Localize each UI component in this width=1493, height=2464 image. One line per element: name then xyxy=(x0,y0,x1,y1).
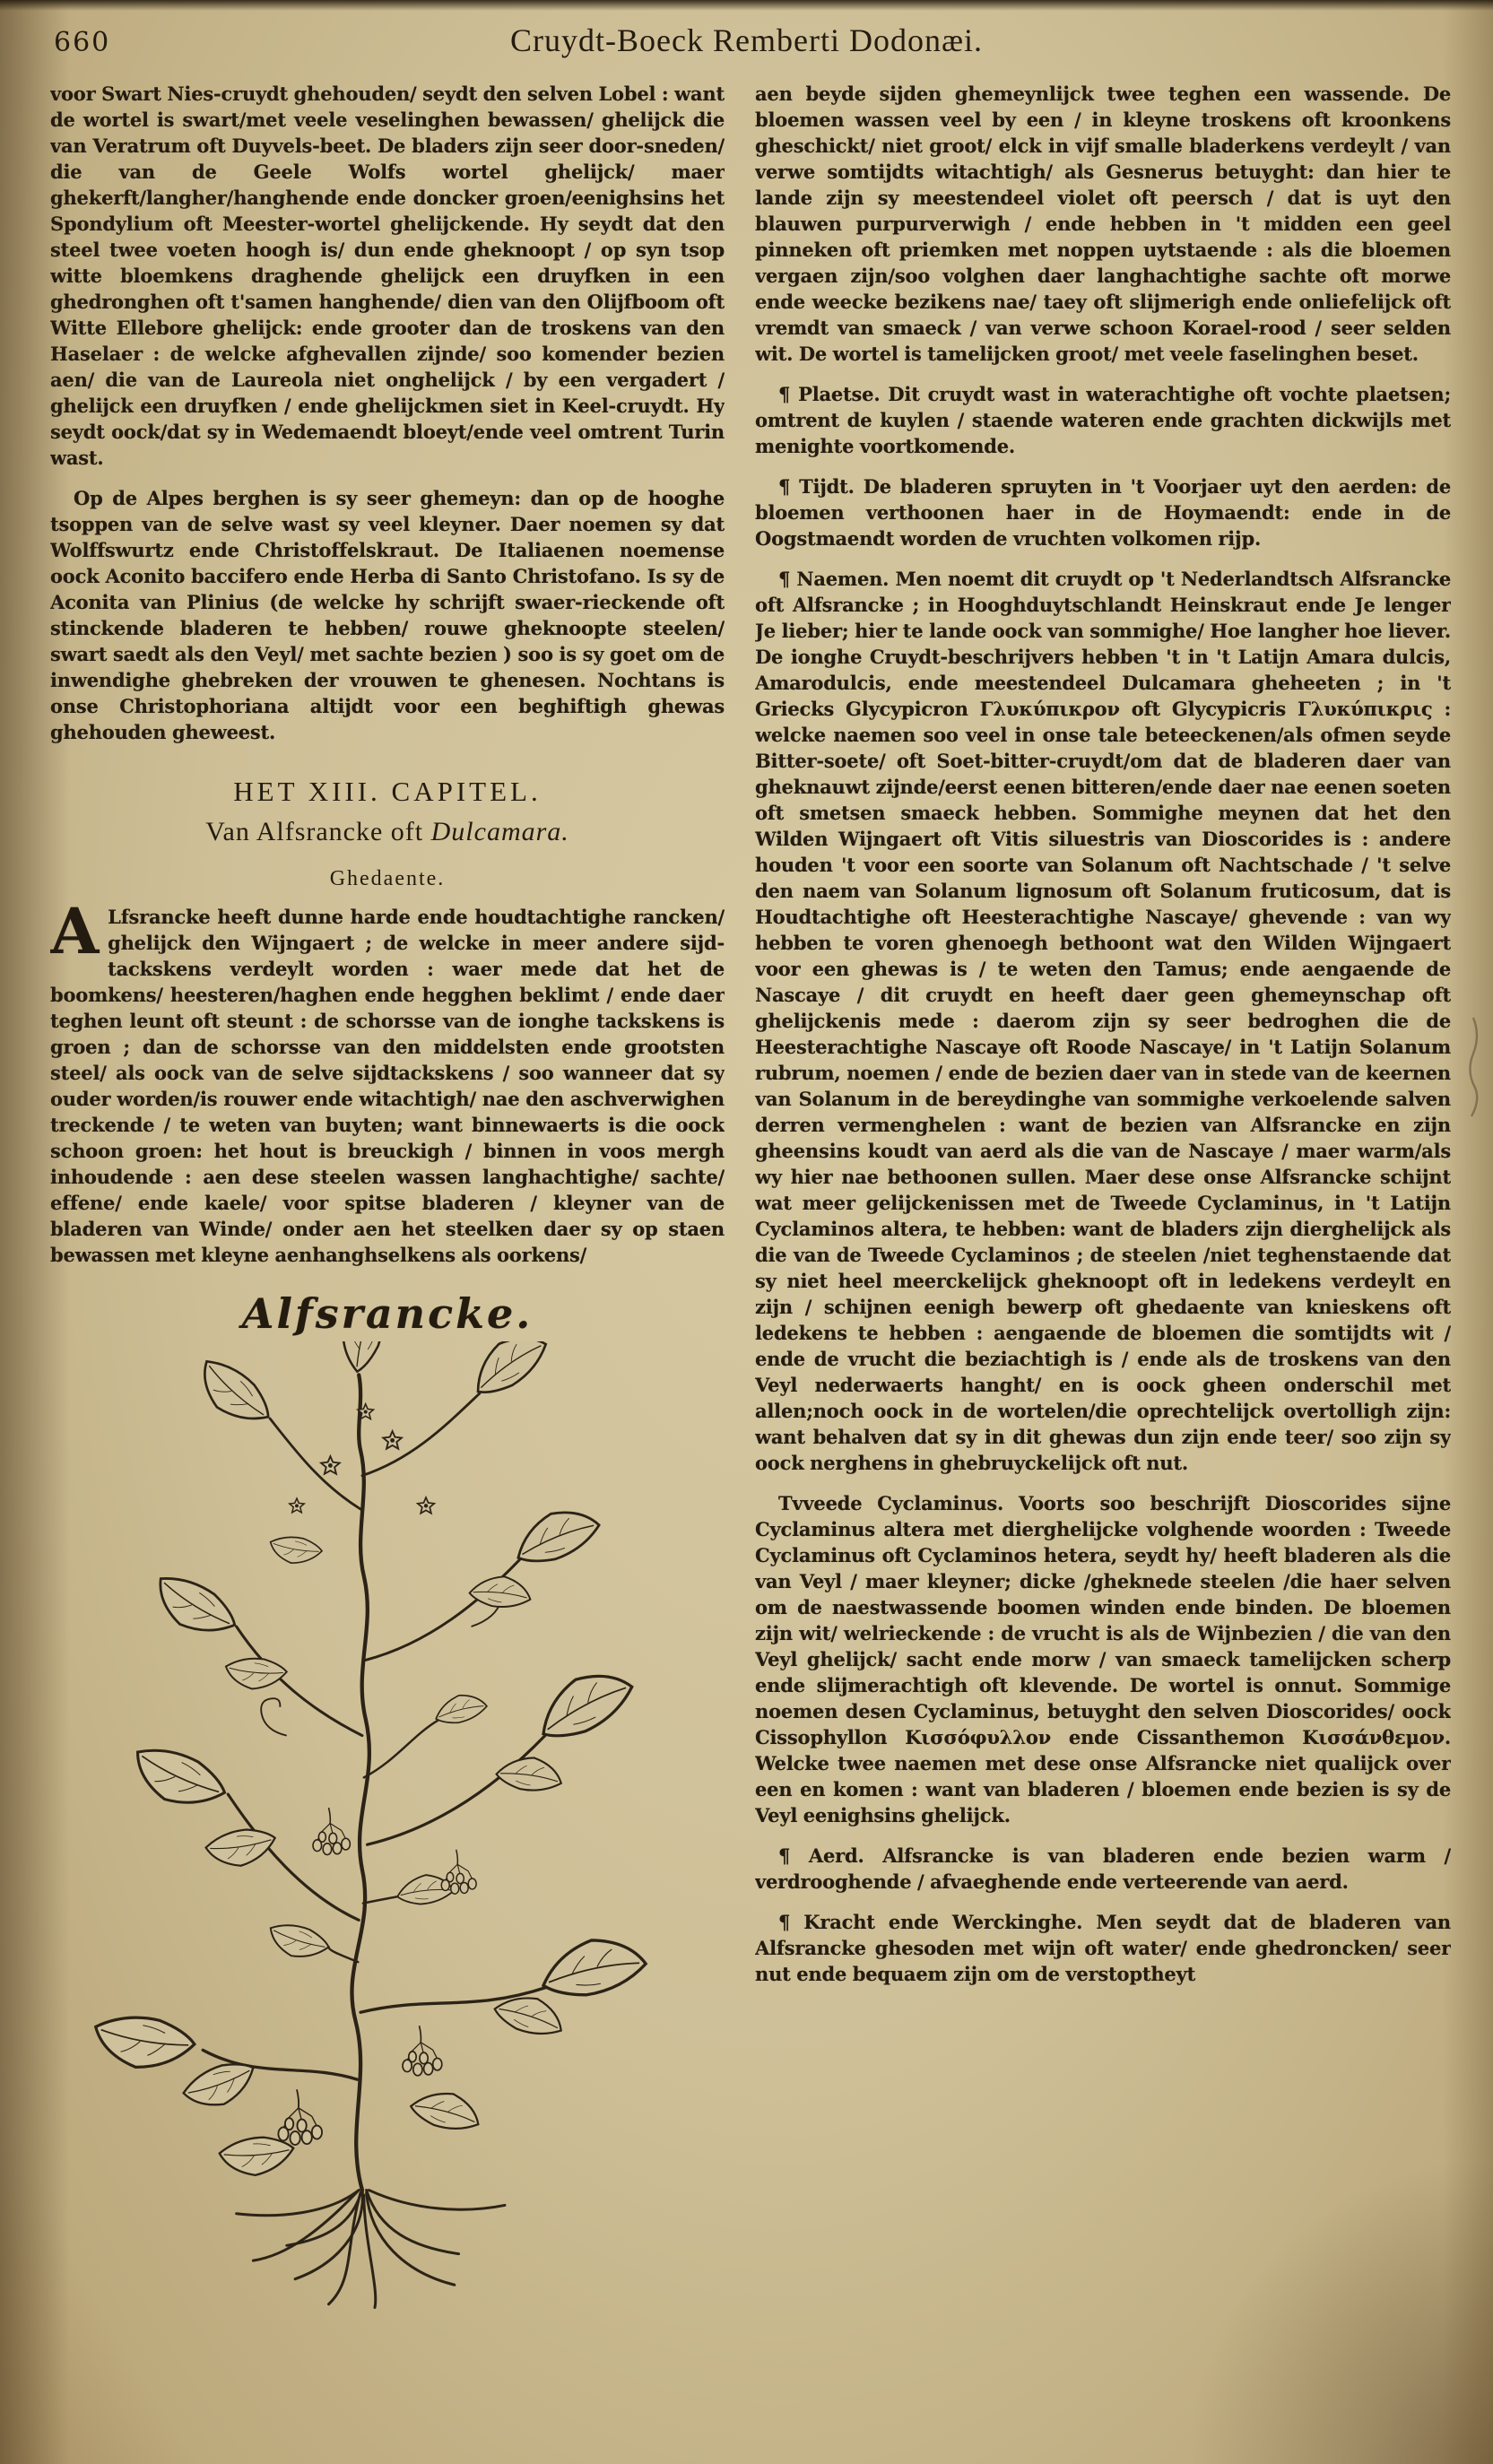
stems xyxy=(203,1375,546,2190)
section-heading: Ghedaente. xyxy=(329,867,446,890)
left-column xyxy=(50,81,725,2439)
ghedaente-text: Lfsrancke heeft dunne harde ende houdtachtighe rancken/ ghelijck den Wijngaert ; de welcke in meer andere sijd-tackskens verdeylt worden : waer mede dat het de boomkens/ heesteren/haghen ende hegghen beklimt / ende daer teghen leunt oft steunt : de schorsse van de ionghe tackskens is groen ; dan de schorsse van den middelsten ende grootsten steel/ als oock van de selve sijdtackskens / soo wanneer dat sy ouder worden/is rouwer ende witachtigh/ nae den aschverwighen treckende / te weten van buyten; want binnewaerts is die oock schoon groen: het hout is breuckigh / binnen in voos mergh inhoudende : aen dese steelen wassen langhachtighe/ sachte/ effene/ ende kaele/ voor spitse bladeren / kleyner van de bladeren van Winde/ onder aen het steelken daer sy op staen bewassen met kleyne aenhanghselkens als oorkens/ xyxy=(50,906,725,1266)
aerd-paragraph: ¶ Aerd. Alfsrancke is van bladeren ende bezien warm / verdrooghende / afvaeghende ende verteerende van aerd. xyxy=(755,1844,1451,1893)
running-head: Cruydt-Boeck Remberti Dodonæi. xyxy=(510,22,983,58)
bittersweet-vine-drawing xyxy=(56,1341,719,2314)
chapter-subtitle-latin-name: Dulcamara. xyxy=(430,817,569,846)
naemen-paragraph: ¶ Naemen. Men noemt dit cruydt op 't Nederlandtsch Alfsrancke oft Alfsrancke ; in Hooghduytschlandt Heinskraut ende Je lenger Je lieber; hier te lande oock van sommighe/ Hoe langher hoe liever. De ionghe Cruydt-beschrijvers hebben 't in 't Latijn Amara dulcis, Amarodulcis, ende meestendeel Dulcamara gheheeten ; in 't Griecks Glycypicron Γλυκύπικρον oft Glycypicris Γλυκύπικρις : welcke naemen soo veel in onse tale beteeckenen/als ofmen seyde Bitter-soete/ oft Soet-bitter-cruydt/om dat de bladeren daer van gheknauwt zijnde/eerst eenen bitteren/ende daer nae eenen soeten oft smetsen smaeck hebben. Sommighe meynen dat het den Wilden Wijngaert oft Vitis siluestris van Dioscorides is : andere houden 't voor een soorte van Solanum oft Nachtschade / 't selve den naem van Solanum lignosum oft Solanum fruticosum, dat is Houdtachtighe oft Heesterachtighe Nascaye/ ghevende : van wy hebben te voren ghenoegh bethoont wat den Wilden Wijngaert voor een ghewas is / te weten den Tamus; ende aengaende de Nascaye / dit cruydt en heeft daer geen ghemeynschap oft ghelijckenis mede : daerom zijn sy seer bedroghen die de Heesterachtighe Nascaye oft Roode Nascaye/ in 't Latijn Solanum rubrum, noemen / ende de bezien daer van in stede van de keernen van Solanum in de bereydinghe van sommighe verkoelende salven derren vermenghelen : want de bezien van Alfsrancke en zijn gheensins koudt van aerd als die van de Nascaye / maer warm/als wy hier nae bethoonen sullen. Maer dese onse Alfsrancke schijnt wat meer gelijckenissen met de Tweede Cyclaminus, in 't Latijn Cyclaminos altera, te hebben: want de bladers zijn dierghelijck als die van de Tweede Cyclaminos ; de steelen /niet teghenstaende dat sy niet heel meerckelijck gheknoopt oft in ledekens verdeylt en zijn / schijnen eenigh bewerp oft ghedaente van knieskens oft ledekens te hebben : aengaende de bloemen die somtijdts wit / ende de vrucht die beziachtigh is / ende als de troskens van den Veyl nederwaerts hanght/ en is oock gheen onderschil met allen;noch oock in de wortelen/die oprechtelijck overtolligh zijn: want behalven dat sy in dit ghewas dun zijn ende teer/ soo zijn sy oock nerghens in ghebruyckelijck oft nut. xyxy=(755,568,1451,1474)
right-column xyxy=(755,81,1451,2439)
tijdt-paragraph: ¶ Tijdt. De bladeren spruyten in 't Voorjaer uyt den aerden: de bloemen verthoonen haer in de Hoymaendt: ende in de Oogstmaendt worden de vruchten volkomen rijp. xyxy=(755,475,1451,550)
chapter-subtitle-roman: Van Alfsrancke oft xyxy=(205,817,431,846)
body-paragraph: Op de Alpes berghen is sy seer ghemeyn: dan op de hooghe tsoppen van de selve wast sy veel kleyner. Daer noemen sy dat Wolffswurtz ende Christoffelskraut. De Italiaenen noemense oock Aconito baccifero ende Herba di Santo Christofano. Is sy de Aconita van Plinius (de welcke hy schrijft swaer-rieckende oft stinckende bladeren te hebben/ rouwe gheknoopte steelen/ swart saedt als den Veyl/ met sachte bezien ) soo is sy goet om de inwendighe ghebreken der vrouwen te ghenesen. Nochtans is onse Christophoriana altijdt voor een beghiftigh ghewas ghehouden gheweest. xyxy=(50,487,725,743)
chapter-heading: HET XIII. CAPITEL. xyxy=(233,776,542,807)
kracht-paragraph: ¶ Kracht ende Werckinghe. Men seydt dat de bladeren van Alfsrancke ghesoden met wijn oft water/ ende ghedroncken/ seer nut ende bequaem zijn om de verstoptheyt xyxy=(755,1911,1451,1985)
body-paragraph: aen beyde sijden ghemeynlijck twee teghen een wassende. De bloemen wassen veel by een / in kleyne troskens oft kroonkens gheschickt/ niet groot/ elck in vijf smalle bladerkens verdeylt / van verwe somtijdts witachtigh/ als Gesnerus betuyght: dan hier te lande zijn sy meestendeel violet oft peersch / dat is uyt den blauwen purpurverwigh / ende hebben in 't midden een geel pinneken oft priemken met noppen uytstaende : als die bloemen vergaen zijn/soo volghen daer langhachtighe sachte oft morwe ende weecke bezikens nae/ taey oft slijmerigh ende onliefelijck oft vremdt van smaeck / van verwe schoon Korael-rood / seer selden wit. De wortel is tamelijcken groot/ met veele faselinghen beset. xyxy=(755,82,1451,365)
body-paragraph: voor Swart Nies-cruydt ghehouden/ seydt den selven Lobel : want de wortel is swart/met veele veselinghen bewassen/ ghelijck die van Veratrum oft Duyvels-beet. De bladers zijn seer door-sneden/ die van de Geele Wolfs wortel ghelijck/ maer ghekerft/langher/hanghende ende doncker groen/eenighsins het Spondylium oft Meester-wortel ghelijckende. Hy seydt dat den steel twee voeten hoogh is/ dun ende gheknoopt / op syn tsop witte bloemkens draghende ghelijck een druyfken in een ghedronghen oft t'samen hanghende/ dien van den Olijfboom oft Witte Ellebore ghelijck: ende grooter dan de troskens van den Haselaer : de welcke afghevallen zijnde/ soo komender bezien aen/ die van de Laureola niet onghelijck / by een vergadert / ghelijck een druyfken / ende ghelijckmen siet in Keel-cruydt. Hy seydt oock/dat sy in Wedemaendt bloeyt/ende veel omtrent Turin wast. xyxy=(50,82,725,469)
plant-woodcut-illustration xyxy=(50,1341,725,2328)
ghedaente-paragraph xyxy=(50,894,725,1268)
drop-cap: A xyxy=(50,894,100,968)
margin-ink-mark xyxy=(1460,1013,1487,1133)
plaetse-paragraph: ¶ Plaetse. Dit cruydt wast in waterachtighe oft vochte plaetsen; omtrent de kuylen / staende wateren ende grachten dickwijls met menighte voortkomende. xyxy=(755,383,1451,457)
tweede-cyclaminus-paragraph: Tvveede Cyclaminus. Voorts soo beschrijft Dioscorides sijne Cyclaminus altera met dierghelijcke volghende woorden : Tweede Cyclaminus oft Cyclaminos hetera, seydt hy/ heeft bladeren als die van Veyl / maer kleyner; dicke /gheknede steelen /die haer selven om de naestwassende boomen winden ende binden. De bloemen zijn wit/ welrieckende : de vrucht is als de Wijnbezien / die van den Veyl ghelijck/ sacht ende morw / van smaeck tamelijcken scherp ende slijmerachtigh oft klevende. De wortel is onnut. Sommige noemen desen Cyclaminus, betuyght den selven Dioscorides/ oock Cissophyllon Κισσόφυλλον ende Cissanthemon Κισσάνθεμον. Welcke twee naemen met dese onse Alfsrancke niet qualijck over een en komen : want van bladeren / bloemen ende bezien is sy de Veyl eenighsins ghelijck. xyxy=(755,1492,1451,1826)
root-system xyxy=(237,2189,505,2308)
illustration-caption: Alfsrancke. xyxy=(241,1289,534,1338)
chapter-subtitle xyxy=(50,817,725,847)
page-number: 660 xyxy=(54,27,111,58)
